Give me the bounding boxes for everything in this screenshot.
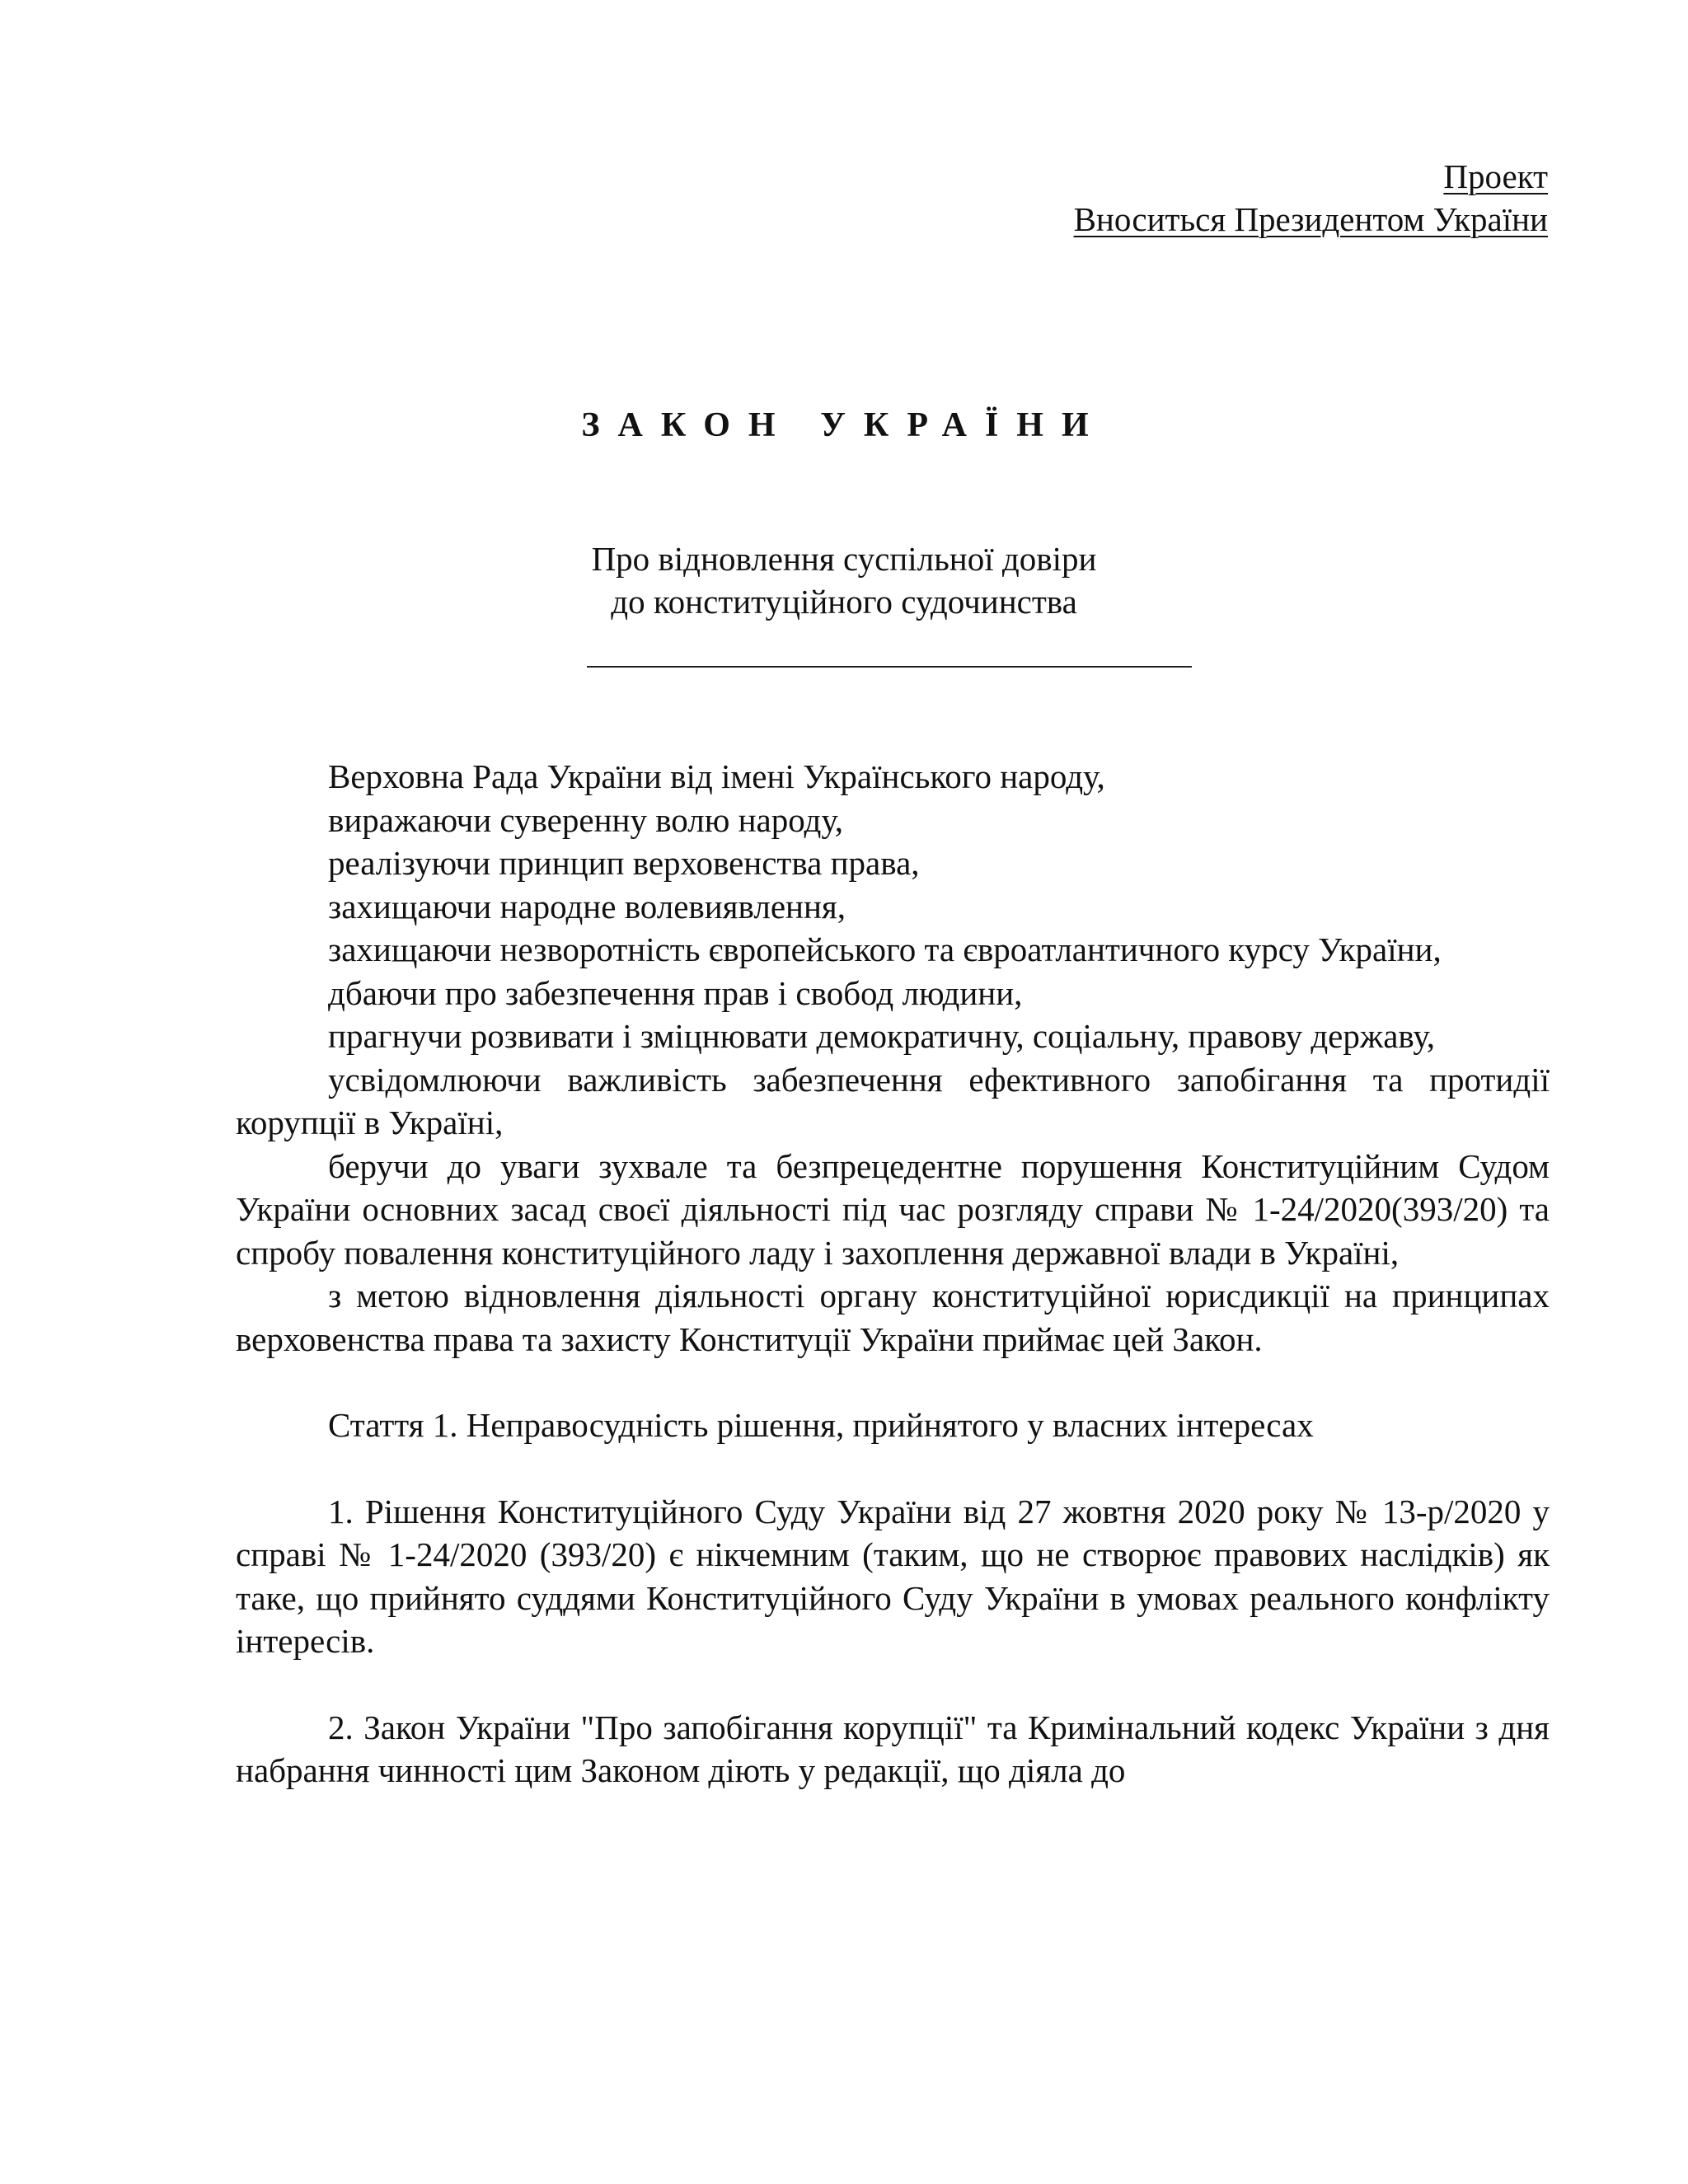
spacer [236,1361,1550,1404]
article-1-point-1: 1. Рішення Конституційного Суду України від 27 жовтня 2020 року № 13-р/2020 у справі № 1-24/2020 (393/20) є нікчемним (таким, що не створює правових наслідків) як таке, що прийнято суддями Конституційного Суду України в умовах реального конфлікту інтересів. [236,1492,1550,1660]
preamble-line: усвідомлюючи важливість забезпечення ефективного запобігання та протидії корупції в Україні, [236,1060,1550,1141]
law-subtitle [0,537,1688,623]
preamble-line: виражаючи суверенну волю народу, [328,800,844,839]
preamble-line: беручи до уваги зухвале та безпрецедентне порушення Конституційним Судом України основних засад своєї діяльності під час розгляду справи № 1-24/2020(393/20) та спробу повалення конституційного ладу і захоплення державної влади в Україні, [236,1146,1550,1272]
preamble-line: Верховна Рада України від імені Українського народу, [328,757,1105,795]
spacer [236,1447,1550,1490]
law-subtitle-line1: Про відновлення суспільної довіри [591,540,1097,578]
draft-status: Проект [1443,157,1548,195]
preamble-line: захищаючи народне волевиявлення, [328,887,846,926]
article-1-point-2: 2. Закон України "Про запобігання корупції" та Кримінальний кодекс України з дня набрання чинності цим Законом діють у редакції, що діяла до [236,1708,1550,1789]
article-1-title: Стаття 1. Неправосудність рішення, прийнятого у власних інтересах [328,1406,1314,1444]
document-body [236,755,1550,1793]
preamble-line: реалізуючи принцип верховенства права, [328,844,920,882]
title-divider [587,666,1192,668]
header-block [1074,155,1548,241]
submitted-by: Вноситься Президентом України [1073,200,1548,238]
law-title: ЗАКОН УКРАЇНИ [581,406,1107,444]
preamble-line: захищаючи незворотність європейського та євроатлантичного курсу України, [328,930,1442,968]
law-subtitle-line2: до конституційного судочинства [611,583,1077,621]
preamble-line: з метою відновлення діяльності органу конституційної юрисдикції на принципах верховенства права та захисту Конституції України приймає цей Закон. [236,1277,1550,1358]
preamble-line: дбаючи про забезпечення прав і свобод людини, [328,973,1023,1012]
preamble-line: прагнучи розвивати і зміцнювати демократичну, соціальну, правову державу, [328,1017,1436,1055]
spacer [236,1663,1550,1706]
